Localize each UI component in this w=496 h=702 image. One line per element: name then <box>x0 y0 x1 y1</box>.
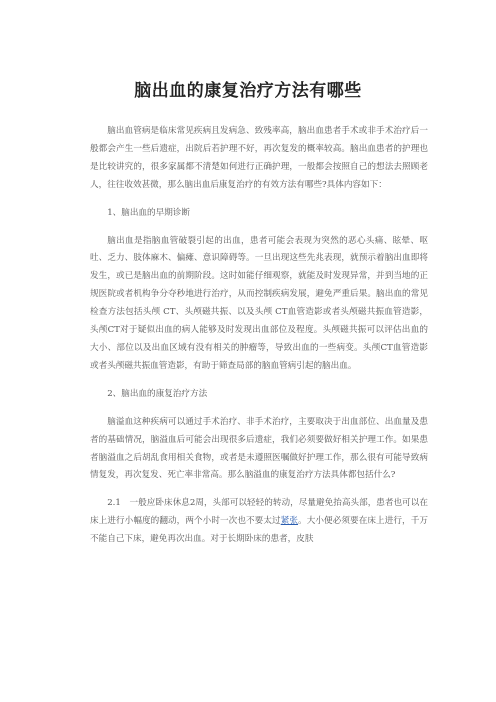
document-body <box>90 123 428 559</box>
rehab-step-text-before: 2.1 一般应卧床休息2周，头部可以轻轻的转动，尽量避免抬高头部，患者也可以在床上进行小幅度的翻动，两个小时一次也不要太过 <box>90 498 428 527</box>
section-heading-rehab-methods: 2、脑出血的康复治疗方法 <box>107 388 208 399</box>
intro-paragraph: 脑出血管病是临床常见疾病且发病急、致残率高，脑出血患者手术或非手术治疗后一般都会产生一些后遗症，出院后若护理不好，再次复发的概率较高。脑出血患者的护理也是比较讲究的，很多家属都不清楚如何进行正确护理，一般都会按照自己的想法去照顾老人，往往收效甚微，那么脑出血后康复治疗的有效方法有哪些?具体内容如下： <box>90 126 428 190</box>
nervous-link[interactable]: 紧张 <box>280 516 299 527</box>
rehab-step-2-1-paragraph <box>90 495 428 549</box>
rehab-methods-paragraph: 脑溢血这种疾病可以通过手术治疗、非手术治疗，主要取决于出血部位、出血量及患者的基础情况，脑溢血后可能会出现很多后遗症，我们必须要做好相关护理工作。如果患者脑溢血之后胡乱食用相关食物，或者是未遵照医嘱做好护理工作，那么很有可能导致病情复发，再次复发、死亡率非常高。那么脑溢血的康复治疗方法具体都包括什么? <box>90 416 428 481</box>
early-diagnosis-paragraph: 脑出血是指脑血管破裂引起的出血，患者可能会表现为突然的恶心头痛、眩晕、呕吐、乏力、肢体麻木、偏瘫、意识障碍等。一旦出现这些先兆表现，就预示着脑出血即将发生，或已是脑出血的前期阶段。这时如能仔细观察，就能及时发现异常，并到当地的正规医院或者机构争分夺秒地进行治疗，从而控制疾病发展，避免严重后果。脑出血的常见检查方法包括头颅 CT、头颅磁共振、以及头颅 CT血管造影或者头颅磁共振血管造影，头颅CT对于疑似出血的病人能够及时发现出血部位及程度。头颅磁共振可以评估出血的大小、部位以及出血区域有没有相关的肿瘤等，导致出血的一些病变。头颅CT血管造影或者头颅磁共振血管造影，有助于筛查局部的脑血管病引起的脑出血。 <box>90 235 428 371</box>
section-heading-early-diagnosis: 1、脑出血的早期诊断 <box>107 207 190 218</box>
rehab-step-text-after: 。大小便必须要在床上进行，千万不能自己下床，避免再次出血。对于长期卧床的患者，皮肤 <box>90 516 428 545</box>
document-title: 脑出血的康复治疗方法有哪些 <box>134 81 362 101</box>
